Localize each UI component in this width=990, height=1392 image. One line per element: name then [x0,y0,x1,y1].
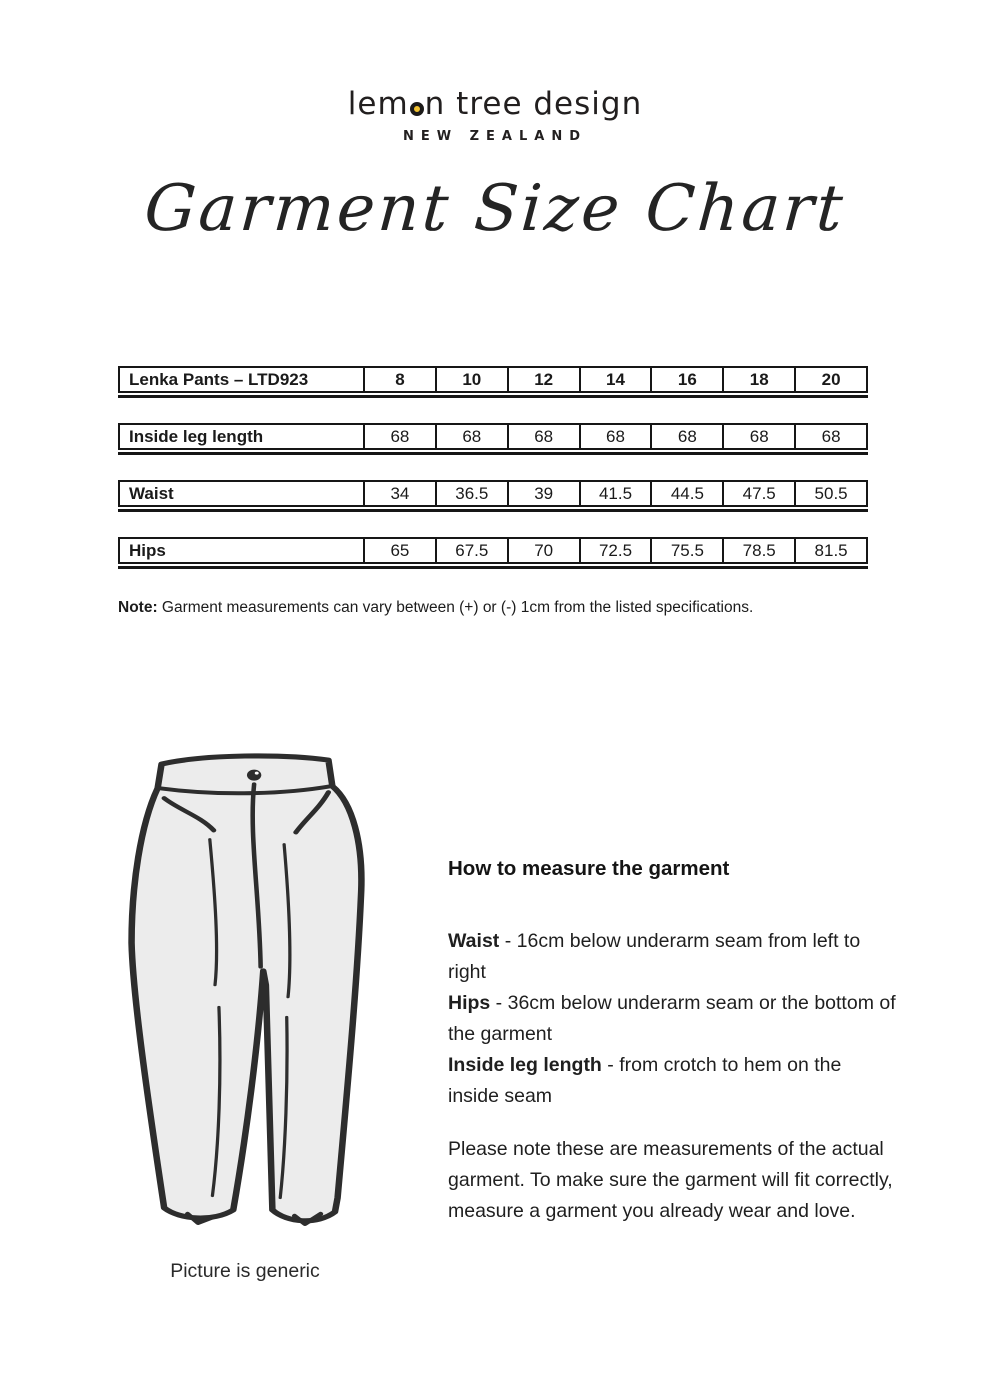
measurement-value: 68 [650,425,722,448]
measure-item-inside-leg [448,1050,896,1112]
measure-desc: - from crotch to hem on the inside seam [448,1054,842,1107]
measure-item-hips [448,988,896,1050]
note-text: Garment measurements can vary between (+) or (-) 1cm from the listed specifications. [157,599,754,616]
size-column-header: 18 [722,368,794,391]
measurement-value: 39 [507,482,579,505]
measure-desc: - 16cm below underarm seam from left to right [448,930,861,983]
table-row [118,480,868,507]
waist-strip [118,480,868,512]
measurement-value: 78.5 [722,539,794,562]
measurement-value: 41.5 [579,482,651,505]
size-table-header-row [118,366,868,393]
size-column-header: 14 [579,368,651,391]
size-column-header: 20 [794,368,866,391]
measure-item-waist [448,926,896,988]
hips-strip [118,537,868,569]
row-underline [118,395,868,398]
row-underline [118,452,868,455]
measurement-label: Inside leg length [129,426,264,446]
fit-advice-paragraph: Please note these are measurements of the actual garment. To make sure the garment will fit correctly, measure a garment you already wear and love. [448,1138,893,1222]
how-to-measure-heading: How to measure the garment [448,857,730,880]
row-underline [118,566,868,569]
lemon-icon [410,102,424,116]
brand-name-post: n tree design [424,86,643,122]
size-table-header-strip [118,366,868,398]
pants-illustration [112,746,378,1234]
size-column-header: 16 [650,368,722,391]
product-label: Lenka Pants – LTD923 [129,369,309,389]
table-row [118,537,868,564]
measurement-label: Hips [129,540,166,560]
measurement-value: 75.5 [650,539,722,562]
measurement-value: 81.5 [794,539,866,562]
page-title: Garment Size Chart [142,172,848,246]
measurement-value: 44.5 [650,482,722,505]
table-row [118,423,868,450]
measurement-value: 36.5 [435,482,507,505]
size-column-header: 10 [435,368,507,391]
measurement-label: Waist [129,483,174,503]
measure-term: Hips [448,992,491,1014]
measurement-value: 68 [794,425,866,448]
brand-name-pre: lem [347,86,409,122]
measurement-value: 68 [507,425,579,448]
brand-country: NEW ZEALAND [402,129,587,144]
measurement-value: 68 [722,425,794,448]
measurement-value: 34 [363,482,435,505]
measurement-value: 65 [363,539,435,562]
measurement-value: 68 [435,425,507,448]
tolerance-note [118,599,918,617]
measure-term: Waist [448,930,500,952]
size-table [118,366,868,594]
measurement-value: 50.5 [794,482,866,505]
measure-term: Inside leg length [448,1054,602,1076]
illustration-caption: Picture is generic [170,1260,320,1282]
brand-name [0,86,990,122]
row-underline [118,509,868,512]
how-to-measure-section [448,856,896,1227]
measure-items [448,926,896,1112]
measurement-value: 72.5 [579,539,651,562]
measure-desc: - 36cm below underarm seam or the bottom of the garment [448,992,896,1045]
measurement-value: 67.5 [435,539,507,562]
measurement-value: 68 [363,425,435,448]
note-label: Note: [118,599,158,616]
size-column-header: 8 [363,368,435,391]
inside-leg-strip [118,423,868,455]
measurement-value: 70 [507,539,579,562]
measurement-value: 47.5 [722,482,794,505]
brand-logo [0,86,990,144]
size-column-header: 12 [507,368,579,391]
measurement-value: 68 [579,425,651,448]
